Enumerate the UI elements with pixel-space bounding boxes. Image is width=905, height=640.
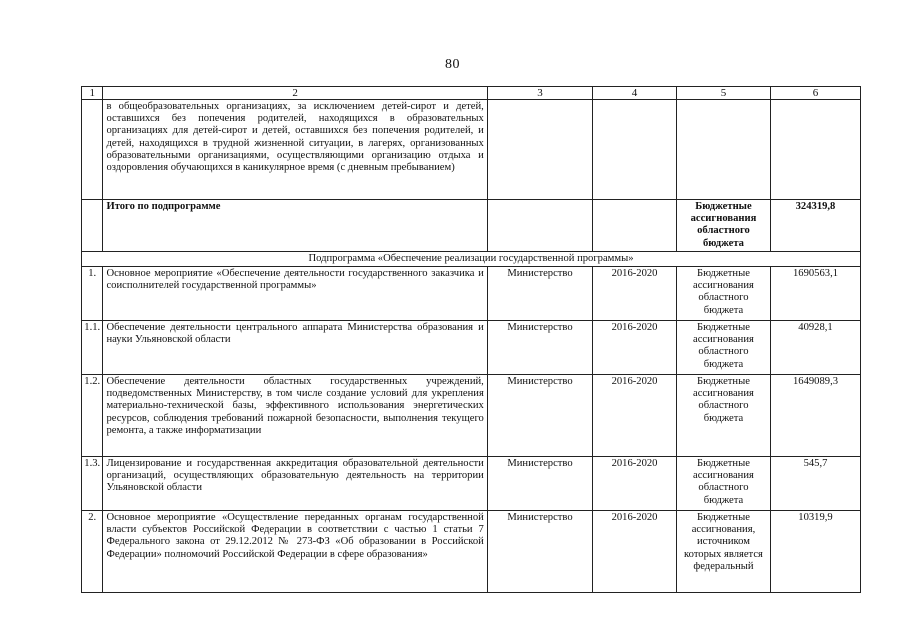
row-funding: Бюджетные ассигнования, источником которых является федеральный [676, 511, 770, 593]
total-funding: Бюджетные ассигнования областного бюджета [676, 200, 770, 252]
table-row [82, 511, 861, 593]
row-funding: Бюджетные ассигнования областного бюджета [676, 457, 770, 511]
header-cell: 1 [82, 87, 103, 100]
table-row [82, 375, 861, 457]
row-period: 2016-2020 [593, 457, 677, 511]
table-row [82, 321, 861, 375]
row-executor: Министерство [487, 375, 592, 457]
total-amount: 324319,8 [771, 200, 861, 252]
row-number: 1.2. [82, 375, 103, 457]
continuation-text: в общеобразовательных организациях, за исключением детей-сирот и детей, оставшихся без попечения родителей, находящихся в образовательных организациях для детей-сирот и детей, оставшихся без попечения родителей, и детей, находящихся в трудной жизненной ситуации, в лагерях, организованных образовательными организациями, осуществляющими организацию отдыха и оздоровления обучающихся в каникулярное время (с дневным пребыванием) [103, 100, 487, 200]
table-row [82, 267, 861, 321]
row-text: Основное мероприятие «Обеспечение деятельности государственного заказчика и соисполнителей государственной программы» [103, 267, 487, 321]
header-row [82, 87, 861, 100]
subprogram-title: Подпрограмма «Обеспечение реализации государственной программы» [82, 251, 861, 266]
row-executor: Министерство [487, 321, 592, 375]
row-period: 2016-2020 [593, 375, 677, 457]
row-amount: 1690563,1 [771, 267, 861, 321]
row-period: 2016-2020 [593, 267, 677, 321]
table-row [82, 457, 861, 511]
row-text: Лицензирование и государственная аккредитация образовательной деятельности организаций, осуществляющих образовательную деятельность на территории Ульяновской области [103, 457, 487, 511]
row-text: Обеспечение деятельности центрального аппарата Министерства образования и науки Ульяновской области [103, 321, 487, 375]
row-text: Обеспечение деятельности областных государственных учреждений, подведомственных Министерству, в том числе создание условий для укрепления материально-технической базы, эффективного использования энергетических ресурсов, соблюдения требований пожарной безопасности, выполнения текущего ремонта, а также информатизации [103, 375, 487, 457]
row-amount: 40928,1 [771, 321, 861, 375]
row-amount: 1649089,3 [771, 375, 861, 457]
row-funding: Бюджетные ассигнования областного бюджета [676, 321, 770, 375]
row-amount: 545,7 [771, 457, 861, 511]
total-row [82, 200, 861, 252]
row-period: 2016-2020 [593, 321, 677, 375]
page-number: 80 [445, 57, 460, 72]
header-cell: 5 [676, 87, 770, 100]
row-number: 1. [82, 267, 103, 321]
row-executor: Министерство [487, 457, 592, 511]
row-executor: Министерство [487, 511, 592, 593]
header-cell: 3 [487, 87, 592, 100]
subprogram-row [82, 251, 861, 266]
row-period: 2016-2020 [593, 511, 677, 593]
row-number: 2. [82, 511, 103, 593]
row-executor: Министерство [487, 267, 592, 321]
row-amount: 10319,9 [771, 511, 861, 593]
row-funding: Бюджетные ассигнования областного бюджета [676, 375, 770, 457]
header-cell: 2 [103, 87, 487, 100]
header-cell: 6 [771, 87, 861, 100]
header-cell: 4 [593, 87, 677, 100]
continuation-row [82, 100, 861, 200]
total-label: Итого по подпрограмме [103, 200, 487, 252]
row-number: 1.1. [82, 321, 103, 375]
program-table [81, 86, 861, 593]
row-number: 1.3. [82, 457, 103, 511]
row-text: Основное мероприятие «Осуществление переданных органам государственной власти субъектов Российской Федерации в соответствии с частью 1 статьи 7 Федерального закона от 29.12.2012 № 273-ФЗ «Об образовании в Российской Федерации» полномочий Российской Федерации в сфере образования» [103, 511, 487, 593]
row-funding: Бюджетные ассигнования областного бюджета [676, 267, 770, 321]
